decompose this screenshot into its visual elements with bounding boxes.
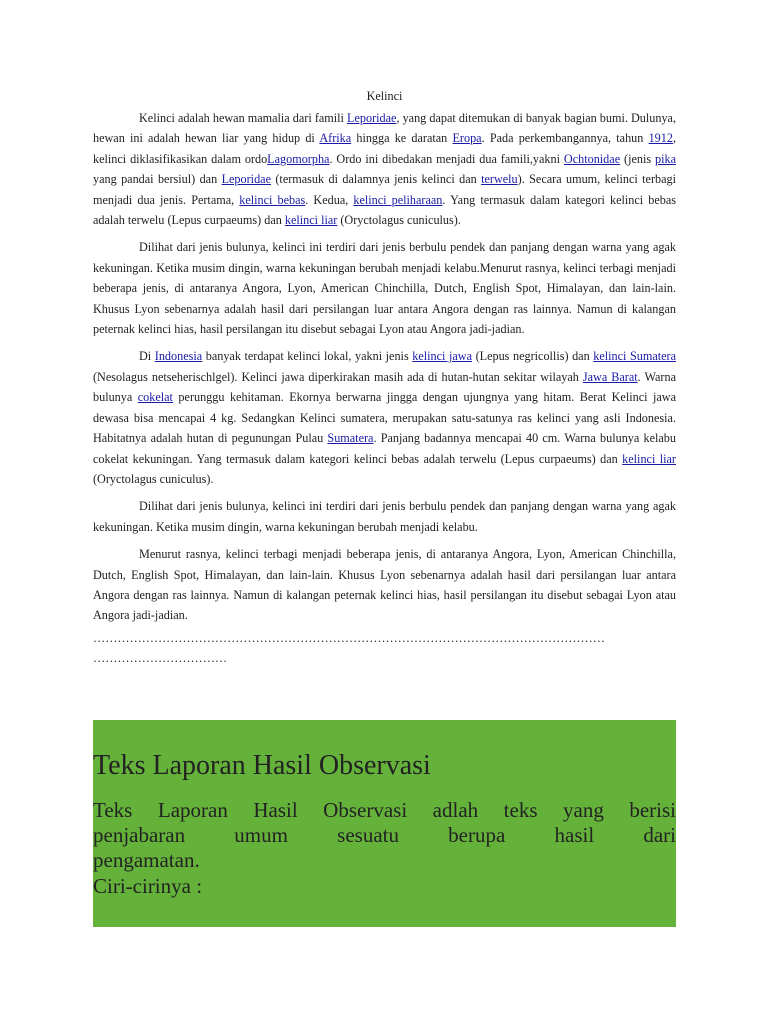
box-body-line-1: Teks Laporan Hasil Observasi adlah teks yang berisi — [93, 798, 676, 822]
hyperlink[interactable]: Afrika — [319, 131, 352, 146]
paragraph-4: Dilihat dari jenis bulunya, kelinci ini terdiri dari jenis berbulu pendek dan panjang dengan warna yang agak kekuningan. Ketika musim dingin, warna kekuningan berubah menjadi kelabu. — [93, 499, 676, 534]
hyperlink[interactable]: Eropa — [452, 131, 482, 146]
hyperlink[interactable]: Ochtonidae — [563, 151, 621, 166]
hyperlink[interactable]: Lagomorpha — [267, 151, 330, 166]
hyperlink[interactable]: kelinci peliharaan — [353, 192, 443, 207]
paragraph-1: Kelinci adalah hewan mamalia dari famili Leporidae, yang dapat ditemukan di banyak bagian bumi. Dulunya, hewan ini adalah hewan liar yang hidup di Afrika hingga ke daratan Eropa. Pada perkembangannya, tahun 1912, kelinci diklasifikasikan dalam ordoLagomorpha. Ordo ini dibedakan menjadi dua famili,yakni Ochtonidae (jenis pika yang pandai bersiul) dan Leporidae (termasuk di dalamnya jenis kelinci dan terwelu). Secara umum, kelinci terbagi menjadi dua jenis. Pertama, kelinci bebas. Kedua, kelinci peliharaan. Yang termasuk dalam kategori kelinci bebas adalah terwelu (Lepus curpaeums) dan kelinci liar (Oryctolagus cuniculus). — [93, 111, 677, 228]
document-page — [93, 86, 676, 669]
hyperlink[interactable]: Sumatera — [327, 431, 374, 446]
hyperlink[interactable]: pika — [655, 151, 676, 166]
hyperlink[interactable]: kelinci bebas — [239, 192, 306, 207]
dotted-separator-2: …………………………… — [93, 651, 228, 666]
dotted-separator-1: ……………………………………………………………………………………………………………… — [93, 630, 605, 645]
paragraph-3: Di Indonesia banyak terdapat kelinci lokal, yakni jenis kelinci jawa (Lepus negricollis) dan kelinci Sumatera (Nesolagus netseherischlgel). Kelinci jawa diperkirakan masih ada di hutan-hutan sekitar wilayah Jawa Barat. Warna bulunya cokelat perunggu kehitaman. Ekornya berwarna jingga dengan ujungnya yang hitam. Berat Kelinci jawa dewasa bisa mencapai 4 kg. Sedangkan Kelinci sumatera, merupakan satu-satunya ras kelinci yang asli Indonesia. Habitatnya adalah hutan di pegunungan Pulau Sumatera. Panjang badannya mencapai 40 cm. Warna bulunya kelabu cokelat kekuningan. Yang termasuk dalam kategori kelinci bebas adalah terwelu (Lepus curpaeums) dan kelinci liar (Oryctolagus cuniculus). — [93, 349, 677, 486]
hyperlink[interactable]: 1912 — [648, 131, 673, 146]
hyperlink[interactable]: kelinci Sumatera — [593, 349, 677, 364]
paragraph-2: Dilihat dari jenis bulunya, kelinci ini terdiri dari jenis berbulu pendek dan panjang dengan warna yang agak kekuningan. Ketika musim dingin, warna kekuningan berubah menjadi kelabu.Menurut rasnya, kelinci terbagi menjadi beberapa jenis, di antaranya Angora, Lyon, American Chinchilla, Dutch, English Spot, Himalayan, dan lain-lain. Khusus Lyon sebenarnya adalah hasil dari persilangan luar antara Angora dengan ras lainnya. Namun di kalangan peternak kelinci hias, hasil persilangan itu disebut sebagai Lyon atau Angora jadi-jadian. — [93, 240, 676, 337]
hyperlink[interactable]: kelinci liar — [622, 451, 676, 466]
hyperlink[interactable]: kelinci jawa — [412, 349, 473, 364]
hyperlink[interactable]: Leporidae — [221, 172, 271, 187]
box-body — [93, 798, 676, 873]
hyperlink[interactable]: cokelat — [137, 390, 173, 405]
paragraph-5: Menurut rasnya, kelinci terbagi menjadi beberapa jenis, di antaranya Angora, Lyon, American Chinchilla, Dutch, English Spot, Himalayan, dan lain-lain. Khusus Lyon sebenarnya adalah hasil dari persilangan luar antara Angora dengan ras lainnya. Namun di kalangan peternak kelinci hias, hasil persilangan itu disebut sebagai Lyon atau Angora jadi-jadian. — [93, 547, 676, 623]
hyperlink[interactable]: terwelu — [481, 172, 518, 187]
hyperlink[interactable]: kelinci liar — [284, 213, 338, 228]
hyperlink[interactable]: Jawa Barat — [582, 369, 638, 384]
box-ciri-label: Ciri-cirinya : — [93, 874, 203, 898]
box-body-line-3: pengamatan. — [93, 848, 200, 872]
observation-report-box — [93, 720, 676, 927]
document-title: Kelinci — [366, 89, 403, 103]
box-body-line-2: penjabaran umum sesuatu berupa hasil dari — [93, 823, 676, 847]
box-heading: Teks Laporan Hasil Observasi — [93, 750, 431, 781]
hyperlink[interactable]: Indonesia — [154, 349, 203, 364]
hyperlink[interactable]: Leporidae — [347, 111, 397, 125]
